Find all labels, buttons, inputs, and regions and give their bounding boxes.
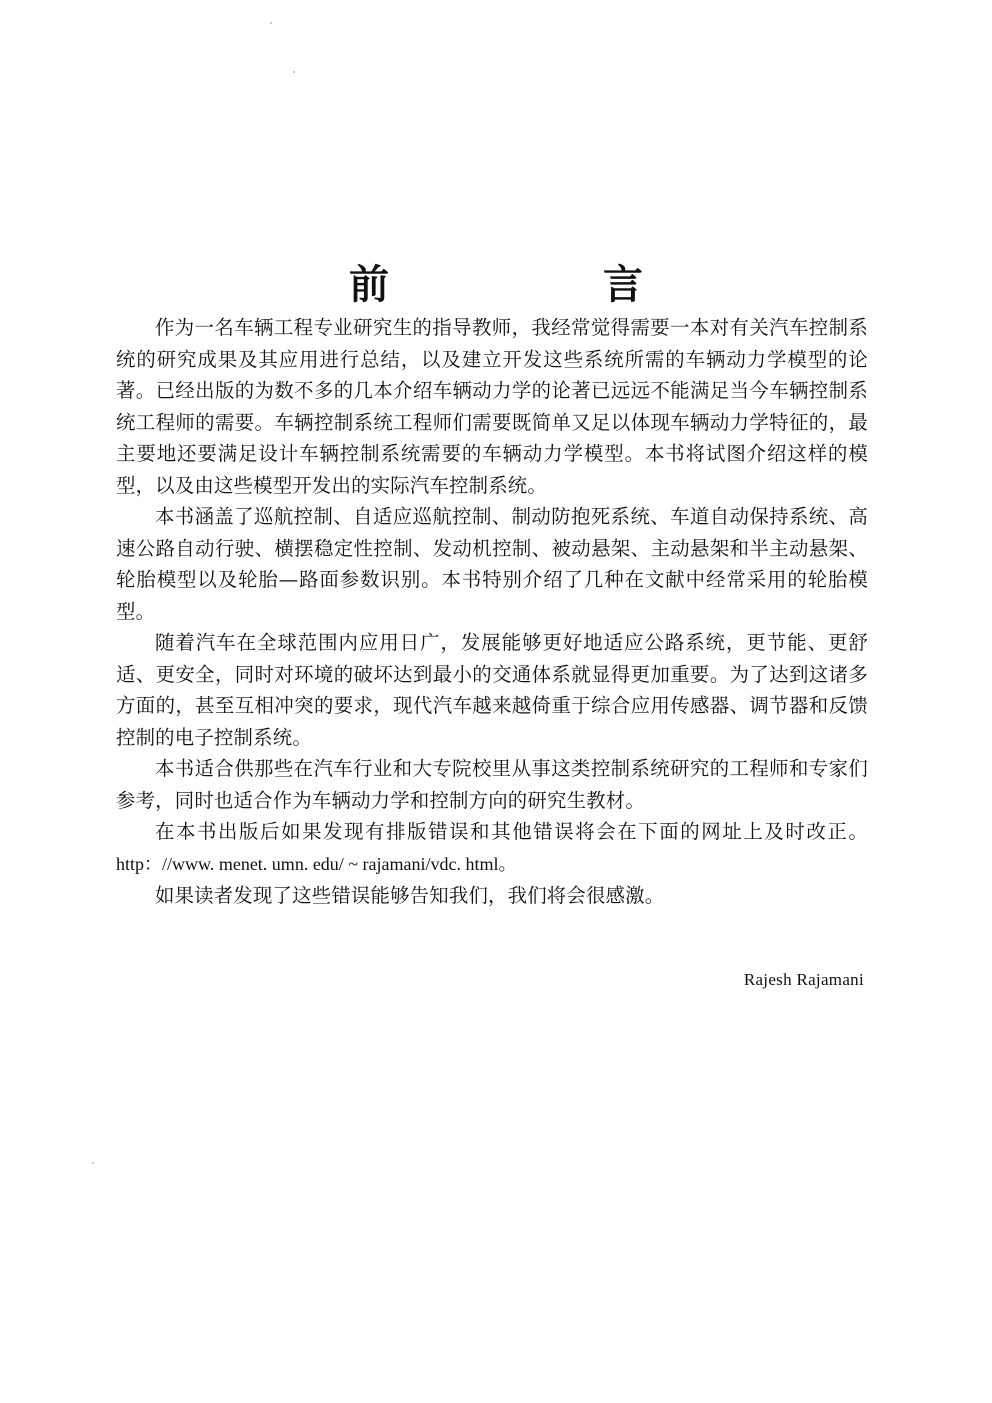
paragraph-3: 随着汽车在全球范围内应用日广，发展能够更好地适应公路系统，更节能、更舒适、更安全，同时对环境的破坏达到最小的交通体系就显得更加重要。为了达到这诸多方面的，甚至互相冲突的要求，现代汽车越来越倚重于综合应用传感器、调节器和反馈控制的电子控制系统。 xyxy=(116,631,868,749)
scan-speck xyxy=(270,22,272,24)
scan-speck xyxy=(92,1162,94,1164)
paragraph-5 xyxy=(116,816,868,880)
paragraph-6: 如果读者发现了这些错误能够告知我们，我们将会很感激。 xyxy=(155,884,665,907)
page-title: 前 言 xyxy=(349,261,743,308)
paragraph-4: 本书适合供那些在汽车行业和大专院校里从事这类控制系统研究的工程师和专家们参考，同时也适合作为车辆动力学和控制方向的研究生教材。 xyxy=(116,757,868,812)
paragraph-2: 本书涵盖了巡航控制、自适应巡航控制、制动防抱死系统、车道自动保持系统、高速公路自动行驶、横摆稳定性控制、发动机控制、被动悬架、主动悬架和半主动悬架、轮胎模型以及轮胎—路面参数识别。本书特别介绍了几种在文献中经常采用的轮胎模型。 xyxy=(116,505,868,623)
preface-body xyxy=(116,312,868,912)
errata-url: http：//www. menet. umn. edu/ ~ rajamani/vdc. html。 xyxy=(116,853,517,874)
scan-speck xyxy=(293,71,295,73)
paragraph-1: 作为一名车辆工程专业研究生的指导教师，我经常觉得需要一本对有关汽车控制系统的研究成果及其应用进行总结，以及建立开发这些系统所需的车辆动力学模型的论著。已经出版的为数不多的几本介绍车辆动力学的论著已远远不能满足当今车辆控制系统工程师的需要。车辆控制系统工程师们需要既简单又足以体现车辆动力学特征的，最主要地还要满足设计车辆控制系统需要的车辆动力学模型。本书将试图介绍这样的模型，以及由这些模型开发出的实际汽车控制系统。 xyxy=(116,316,868,497)
author-signature: Rajesh Rajamani xyxy=(743,970,864,989)
paragraph-5-text: 在本书出版后如果发现有排版错误和其他错误将会在下面的网址上及时改正。 xyxy=(155,820,868,843)
